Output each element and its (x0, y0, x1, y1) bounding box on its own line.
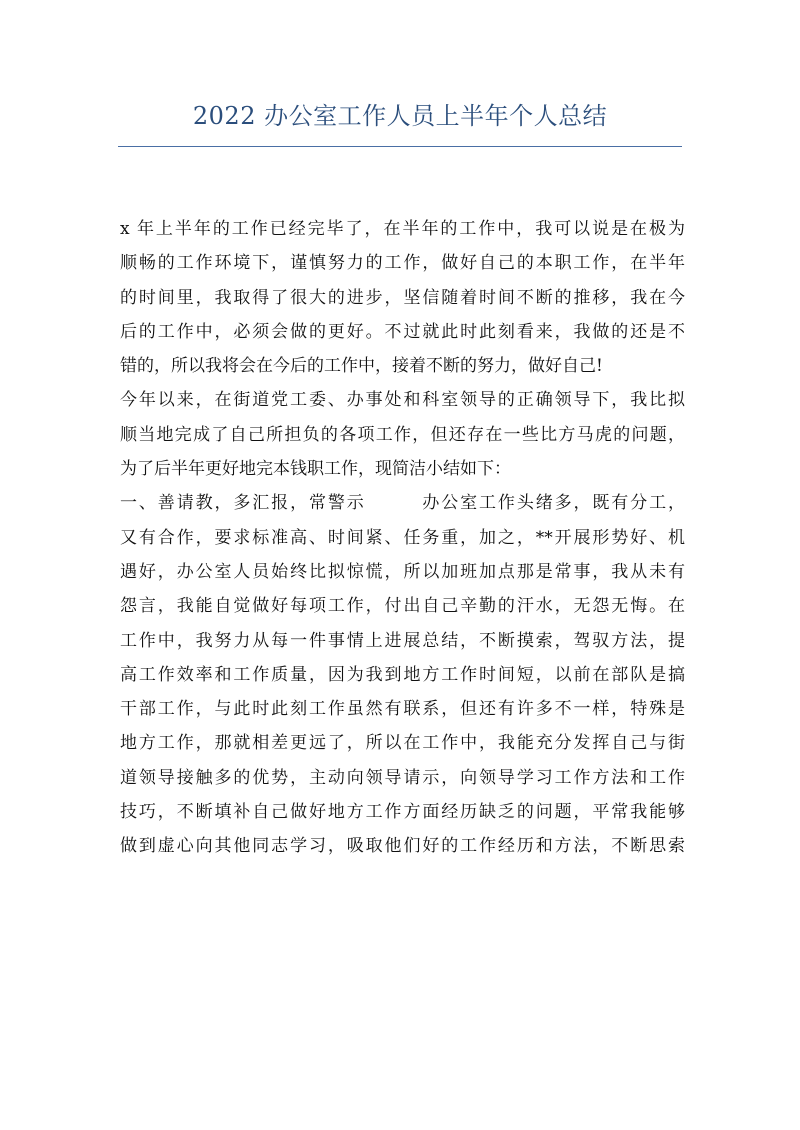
body-line-17: 道领导接触多的优势，主动向领导请示，向领导学习工作方法和工作 (120, 767, 685, 788)
body-line-4: 后的工作中，必须会做的更好。不过就此时此刻看来，我做的还是不 (120, 321, 685, 342)
body-line-1: x 年上半年的工作已经完毕了，在半年的工作中，我可以说是在极为 (120, 219, 685, 239)
body-line-3: 的时间里，我取得了很大的进步，坚信随着时间不断的推移，我在今 (120, 287, 685, 308)
body-line-9: 一、善请教，多汇报，常警示 办公室工作头绪多，既有分工， (120, 493, 685, 514)
body-line-16: 地方工作，那就相差更远了，所以在工作中，我能充分发挥自己与街 (120, 733, 685, 754)
body-line-18: 技巧，不断填补自己做好地方工作方面经历缺乏的问题，平常我能够 (120, 802, 685, 823)
document-body (120, 212, 685, 864)
title-underline (118, 146, 682, 147)
body-line-7: 顺当地完成了自己所担负的各项工作，但还存在一些比方马虎的问题， (120, 424, 685, 445)
body-line-10: 又有合作，要求标准高、时间紧、任务重，加之，**开展形势好、机 (120, 527, 685, 548)
body-line-5: 错的，所以我将会在今后的工作中，接着不断的努力，做好自己! (120, 356, 603, 377)
body-line-6: 今年以来，在街道党工委、办事处和科室领导的正确领导下，我比拟 (120, 390, 685, 411)
body-line-15: 干部工作，与此时此刻工作虽然有联系，但还有许多不一样，特殊是 (120, 699, 685, 720)
body-line-13: 工作中，我努力从每一件事情上进展总结，不断摸索，驾驭方法，提 (120, 630, 685, 651)
body-line-14: 高工作效率和工作质量，因为我到地方工作时间短，以前在部队是搞 (120, 664, 685, 685)
body-line-2: 顺畅的工作环境下，谨慎努力的工作，做好自己的本职工作，在半年 (120, 253, 685, 274)
body-line-12: 怨言，我能自觉做好每项工作，付出自己辛勤的汗水，无怨无悔。在 (120, 596, 685, 617)
body-line-19: 做到虚心向其他同志学习，吸取他们好的工作经历和方法，不断思索 (120, 836, 685, 857)
body-line-11: 遇好，办公室人员始终比拟惊慌，所以加班加点那是常事，我从未有 (120, 561, 685, 582)
body-line-8: 为了后半年更好地完本钱职工作，现简洁小结如下： (120, 459, 511, 480)
document-title: 2022 办公室工作人员上半年个人总结 (192, 102, 608, 130)
